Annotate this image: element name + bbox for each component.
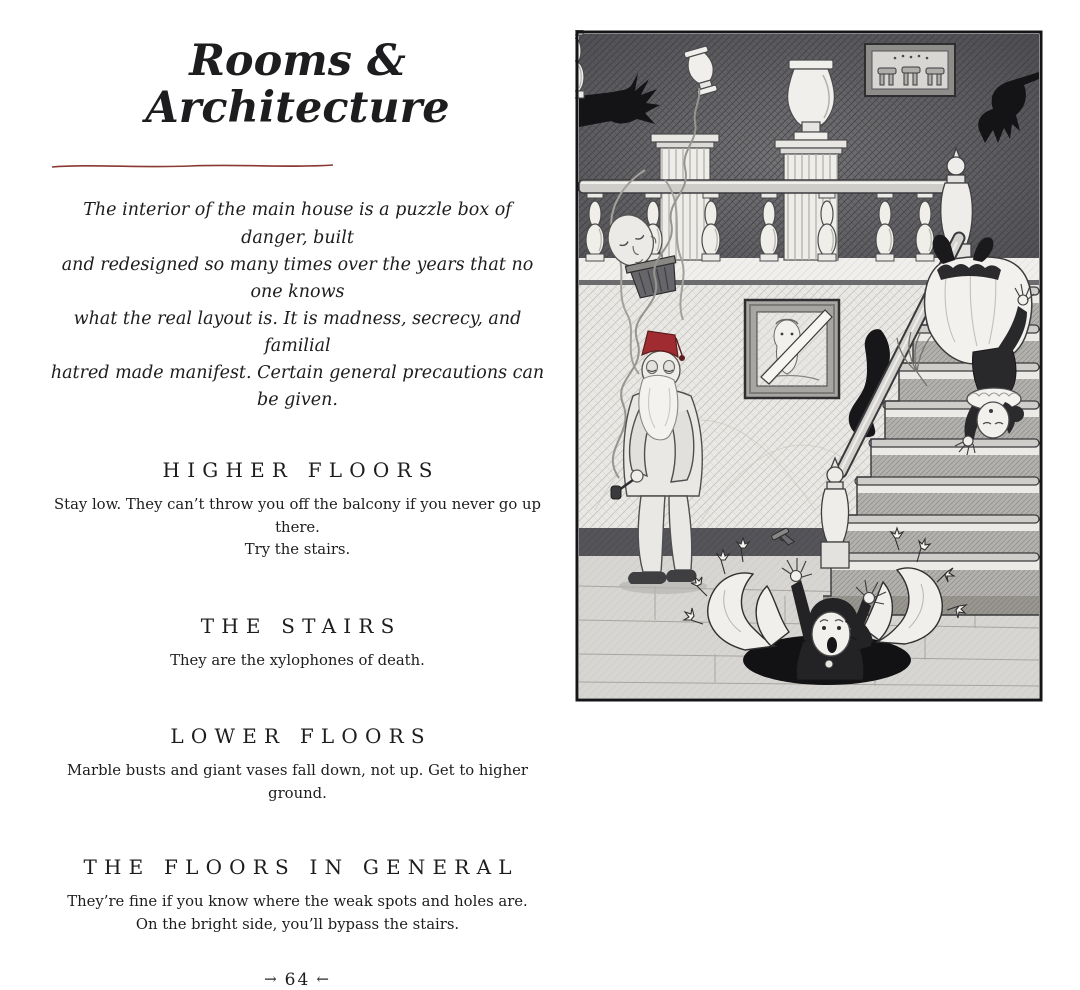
body-line: Marble busts and giant vases fall down, not up. Get to higher ground. bbox=[67, 762, 528, 802]
title-underline bbox=[50, 161, 545, 171]
section-body bbox=[50, 891, 545, 936]
folio-arrow-left-icon: ← bbox=[316, 970, 331, 989]
statue-foot-right bbox=[666, 570, 696, 582]
section-heading: LOWER FLOORS bbox=[170, 724, 432, 749]
tumbling-head bbox=[977, 402, 1009, 438]
intro-line: and redesigned so many times over the years that no one knows bbox=[61, 254, 534, 302]
intro-line: The interior of the main house is a puzzle box of danger, built bbox=[83, 200, 512, 248]
section-the-stairs bbox=[50, 614, 545, 672]
red-rule-line bbox=[52, 165, 333, 167]
red-rule-graphic bbox=[50, 161, 335, 171]
body-line: Stay low. They can’t throw you off the balcony if you never go up there. bbox=[53, 496, 542, 536]
section-higher-floors bbox=[50, 458, 545, 561]
intro-line: hatred made manifest. Certain general precautions can be given. bbox=[50, 363, 545, 411]
body-line: On the bright side, you’ll bypass the stairs. bbox=[135, 915, 460, 933]
body-line: They are the xylophones of death. bbox=[170, 651, 425, 669]
statue-foot-left bbox=[628, 572, 666, 584]
section-body bbox=[50, 650, 545, 672]
folio-number: 64 bbox=[284, 970, 311, 990]
section-heading: HIGHER FLOORS bbox=[162, 458, 440, 483]
fez-tassel bbox=[679, 355, 685, 361]
staircase-illustration bbox=[575, 30, 1043, 702]
left-page bbox=[50, 0, 545, 990]
intro-paragraph bbox=[50, 197, 545, 414]
section-floors-in-general bbox=[50, 855, 545, 936]
intro-line: what the real layout is. It is madness, secrecy, and familial bbox=[73, 308, 522, 357]
body-line: They’re fine if you know where the weak spots and holes are. bbox=[67, 893, 528, 911]
section-body bbox=[50, 494, 545, 561]
section-body bbox=[50, 760, 545, 805]
handrail bbox=[579, 180, 961, 193]
dolmen-picture-frame bbox=[865, 44, 955, 96]
page-title: Rooms & Architecture bbox=[145, 36, 450, 134]
section-lower-floors bbox=[50, 724, 545, 805]
brooch bbox=[825, 660, 833, 668]
illustration-svg bbox=[575, 30, 1043, 702]
page-number bbox=[50, 970, 545, 990]
folio-arrow-right-icon: → bbox=[264, 970, 279, 989]
section-heading: THE FLOORS IN GENERAL bbox=[83, 855, 519, 880]
section-heading: THE STAIRS bbox=[200, 613, 402, 638]
hair-bun bbox=[1008, 406, 1024, 422]
slashed-portrait bbox=[745, 300, 839, 398]
body-line: Try the stairs. bbox=[244, 541, 351, 559]
